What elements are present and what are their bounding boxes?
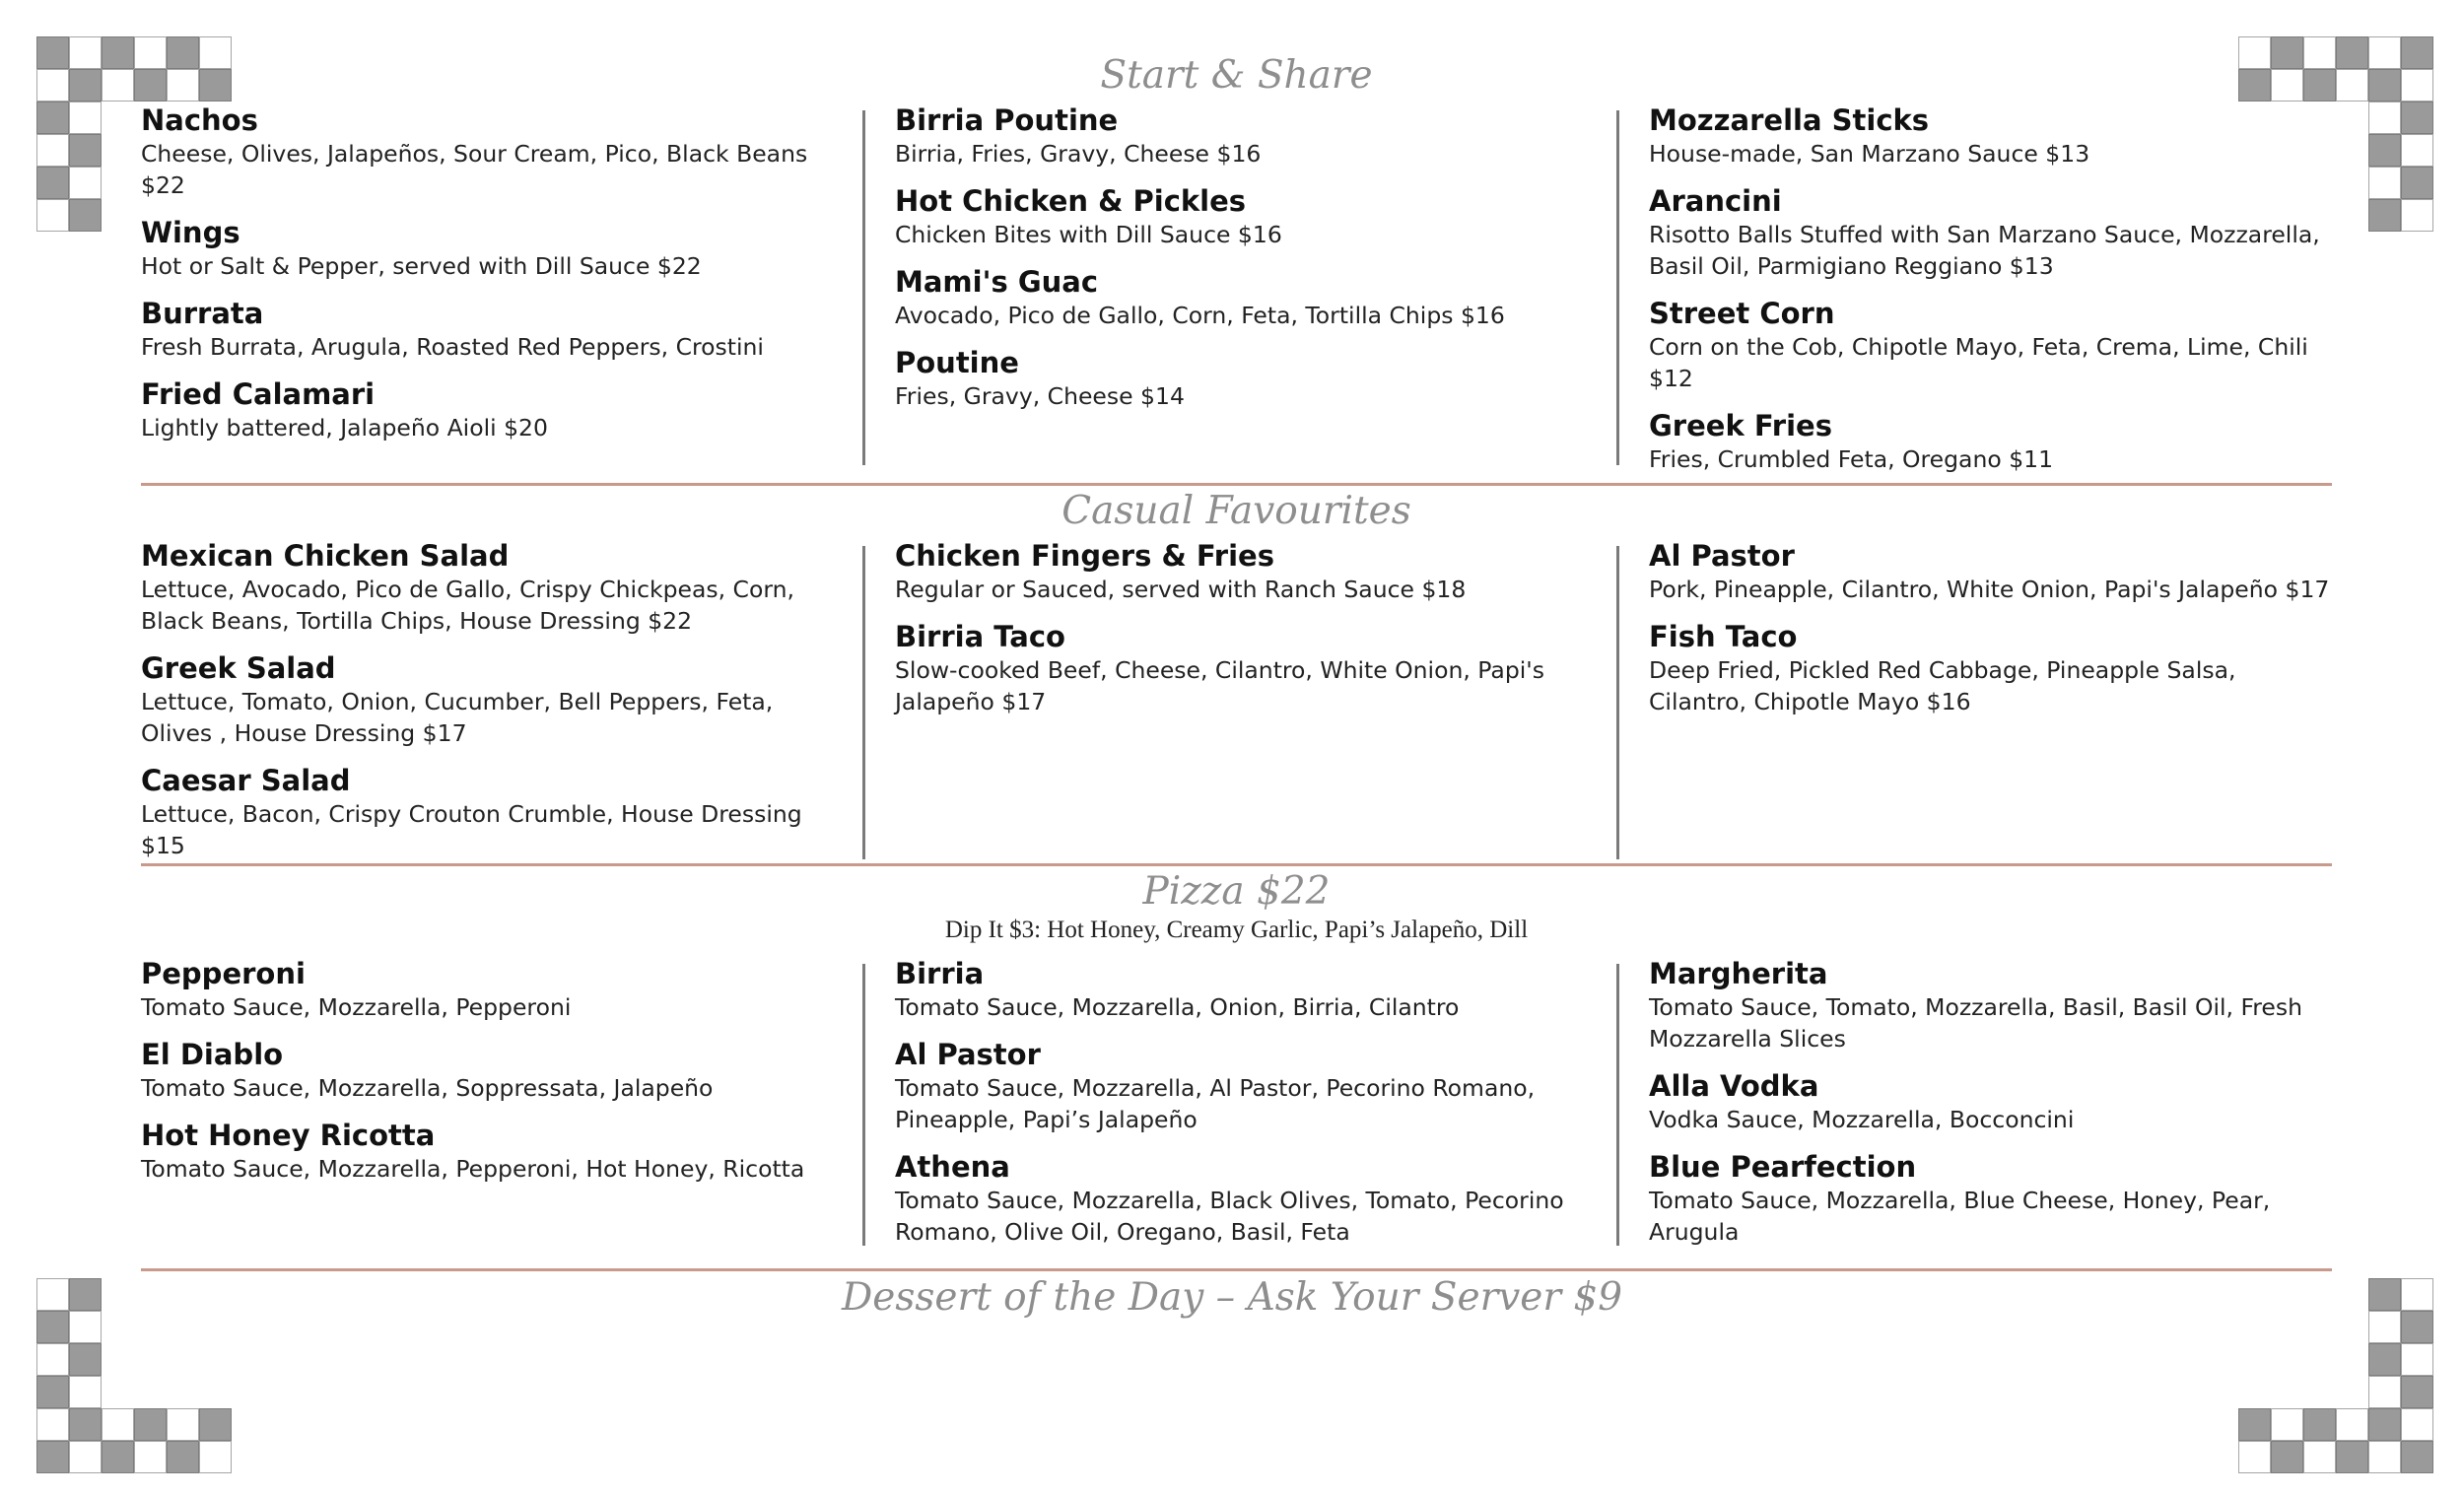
section-title: Start & Share (1100, 53, 1373, 98)
checker-square (36, 134, 69, 167)
menu-item (141, 538, 821, 637)
checker-square (2368, 199, 2401, 232)
item-description: Tomato Sauce, Tomato, Mozzarella, Basil, Basil Oil, Fresh Mozzarella Slices (1649, 993, 2303, 1053)
checker-square (2303, 1441, 2336, 1473)
checker-square (102, 1376, 134, 1408)
menu-item (1649, 102, 2332, 170)
item-description: Tomato Sauce, Mozzarella, Black Olives, Tomato, Pecorino Romano, Olive Oil, Oregano, Basil, Feta (895, 1187, 1564, 1246)
item-description: Tomato Sauce, Mozzarella, Onion, Birria, Cilantro (895, 993, 1460, 1021)
checker-square (2368, 1343, 2401, 1376)
section-start-share (141, 51, 2332, 473)
menu-item (1649, 183, 2332, 282)
checker-square (69, 134, 102, 167)
column-divider (862, 546, 865, 859)
menu-item (141, 763, 821, 861)
item-name: Birria (895, 957, 985, 990)
checker-square (36, 199, 69, 232)
menu-item (895, 956, 1565, 1023)
menu-item (895, 183, 1565, 250)
checker-square (167, 1343, 199, 1376)
item-name: Wings (141, 216, 240, 249)
menu-item (141, 102, 821, 201)
checker-square (167, 1441, 199, 1473)
checker-square (69, 1441, 102, 1473)
checker-square (2368, 69, 2401, 102)
checker-square (36, 1441, 69, 1473)
item-name: Athena (895, 1150, 1010, 1184)
menu-item (1649, 538, 2332, 605)
checker-square (36, 36, 69, 69)
item-name: Caesar Salad (141, 764, 351, 797)
checker-square (134, 1408, 167, 1441)
item-description: Lettuce, Avocado, Pico de Gallo, Crispy Chickpeas, Corn, Black Beans, Tortilla Chips, House Dressing $22 (141, 576, 794, 635)
item-description: Tomato Sauce, Mozzarella, Blue Cheese, Honey, Pear, Arugula (1649, 1187, 2271, 1246)
item-description: Pork, Pineapple, Cilantro, White Onion, Papi's Jalapeño $17 (1649, 576, 2330, 603)
item-name: Blue Pearfection (1649, 1150, 1917, 1184)
checker-square (2368, 102, 2401, 134)
section-title: Casual Favourites (1061, 489, 1411, 533)
item-description: Regular or Sauced, served with Ranch Sauce $18 (895, 576, 1467, 603)
item-name: Margherita (1649, 957, 1828, 990)
checker-square (2336, 199, 2368, 232)
menu-column-2 (895, 102, 1565, 426)
checker-square (2336, 102, 2368, 134)
checker-square (102, 1441, 134, 1473)
menu-item (1649, 619, 2332, 717)
checker-square (2368, 134, 2401, 167)
checker-square (2368, 167, 2401, 199)
checker-square (36, 1408, 69, 1441)
checker-square (36, 167, 69, 199)
menu-item (895, 1037, 1565, 1135)
checker-square (69, 1343, 102, 1376)
item-description: Deep Fried, Pickled Red Cabbage, Pineapple Salsa, Cilantro, Chipotle Mayo $16 (1649, 656, 2236, 715)
checker-square (2303, 1408, 2336, 1441)
item-description: Cheese, Olives, Jalapeños, Sour Cream, Pico, Black Beans $22 (141, 140, 808, 199)
checker-square (2401, 102, 2433, 134)
menu-item (895, 619, 1565, 717)
checker-square (167, 1408, 199, 1441)
checker-square (2368, 1441, 2401, 1473)
checker-square (69, 1376, 102, 1408)
checker-square (2271, 1343, 2303, 1376)
menu-item (895, 264, 1565, 331)
item-description: Vodka Sauce, Mozzarella, Bocconcini (1649, 1106, 2075, 1133)
item-name: Hot Chicken & Pickles (895, 184, 1247, 218)
checker-square (102, 36, 134, 69)
section-divider (141, 863, 2332, 866)
item-description: Lettuce, Bacon, Crispy Crouton Crumble, House Dressing $15 (141, 800, 802, 859)
item-name: Mami's Guac (895, 265, 1099, 299)
checker-square (199, 1376, 232, 1408)
menu-item (141, 1037, 821, 1104)
item-name: Chicken Fingers & Fries (895, 539, 1274, 573)
menu-item (1649, 956, 2332, 1054)
item-description: Tomato Sauce, Mozzarella, Pepperoni (141, 993, 572, 1021)
column-divider (1616, 964, 1619, 1246)
menu-column-2 (895, 538, 1565, 731)
checker-square (36, 1376, 69, 1408)
item-description: Fries, Gravy, Cheese $14 (895, 382, 1185, 410)
item-description: Chicken Bites with Dill Sauce $16 (895, 221, 1282, 248)
menu-item (141, 1118, 821, 1185)
menu-item (895, 538, 1565, 605)
column-divider (862, 964, 865, 1246)
section-pizza (141, 867, 2332, 1261)
checker-square (2271, 1376, 2303, 1408)
checker-square (2401, 167, 2433, 199)
item-description: Slow-cooked Beef, Cheese, Cilantro, White Onion, Papi's Jalapeño $17 (895, 656, 1544, 715)
column-divider (1616, 546, 1619, 859)
checker-square (69, 36, 102, 69)
checker-square (199, 1441, 232, 1473)
item-description: Tomato Sauce, Mozzarella, Pepperoni, Hot Honey, Ricotta (141, 1155, 805, 1183)
checker-square (36, 102, 69, 134)
checker-square (134, 1441, 167, 1473)
checker-square (69, 167, 102, 199)
item-description: Corn on the Cob, Chipotle Mayo, Feta, Crema, Lime, Chili $12 (1649, 333, 2308, 392)
checker-square (2238, 1376, 2271, 1408)
checker-square (36, 1343, 69, 1376)
item-name: El Diablo (141, 1038, 284, 1071)
checker-square (2271, 1408, 2303, 1441)
section-title: Pizza $22 (1142, 869, 1331, 914)
menu-column-1 (141, 102, 821, 457)
checker-square (102, 199, 134, 232)
checker-square (69, 199, 102, 232)
checker-square (2336, 69, 2368, 102)
menu-item (1649, 1068, 2332, 1135)
checker-square (2336, 1408, 2368, 1441)
item-name: Street Corn (1649, 297, 1835, 330)
checker-square (102, 167, 134, 199)
column-divider (862, 110, 865, 465)
menu-column-1 (141, 956, 821, 1198)
section-divider (141, 483, 2332, 486)
checker-square (134, 1343, 167, 1376)
checker-square (2401, 134, 2433, 167)
menu-item (141, 215, 821, 282)
checker-square (102, 1408, 134, 1441)
checker-square (167, 1376, 199, 1408)
item-description: Birria, Fries, Gravy, Cheese $16 (895, 140, 1262, 168)
item-description: Fries, Crumbled Feta, Oregano $11 (1649, 445, 2054, 473)
checker-square (134, 1376, 167, 1408)
item-name: Mozzarella Sticks (1649, 103, 1930, 137)
checker-square (2336, 1441, 2368, 1473)
item-description: Hot or Salt & Pepper, served with Dill Sauce $22 (141, 252, 702, 280)
item-name: Fried Calamari (141, 377, 376, 411)
section-casual-favourites (141, 487, 2332, 861)
checker-square (102, 134, 134, 167)
item-description: Risotto Balls Stuffed with San Marzano Sauce, Mozzarella, Basil Oil, Parmigiano Reggiano $13 (1649, 221, 2320, 280)
checker-square (2303, 1376, 2336, 1408)
item-description: Tomato Sauce, Mozzarella, Soppressata, Jalapeño (141, 1074, 714, 1102)
menu-item (141, 650, 821, 749)
menu-item (895, 345, 1565, 412)
item-description: House-made, San Marzano Sauce $13 (1649, 140, 2090, 168)
checker-square (2401, 199, 2433, 232)
item-name: Alla Vodka (1649, 1069, 1819, 1103)
menu-item (141, 296, 821, 363)
checker-square (2401, 1343, 2433, 1376)
item-name: Birria Poutine (895, 103, 1119, 137)
checker-square (69, 69, 102, 102)
checker-square (2401, 36, 2433, 69)
checker-square (2401, 1376, 2433, 1408)
dessert-line: Dessert of the Day – Ask Your Server $9 (841, 1275, 1623, 1320)
checker-square (2368, 36, 2401, 69)
menu-column-2 (895, 956, 1565, 1261)
item-description: Lettuce, Tomato, Onion, Cucumber, Bell Peppers, Feta, Olives , House Dressing $17 (141, 688, 774, 747)
item-description: Fresh Burrata, Arugula, Roasted Red Peppers, Crostini (141, 333, 764, 361)
menu-item (141, 956, 821, 1023)
checker-square (2238, 1441, 2271, 1473)
checker-square (69, 102, 102, 134)
item-description: Tomato Sauce, Mozzarella, Al Pastor, Pecorino Romano, Pineapple, Papi’s Jalapeño (895, 1074, 1536, 1133)
item-name: Mexican Chicken Salad (141, 539, 510, 573)
checker-square (2238, 1408, 2271, 1441)
menu-item (141, 376, 821, 443)
checker-square (2336, 1343, 2368, 1376)
item-name: Birria Taco (895, 620, 1065, 653)
menu-column-3 (1649, 538, 2332, 731)
item-name: Burrata (141, 297, 264, 330)
menu-item (1649, 296, 2332, 394)
checker-square (2368, 1408, 2401, 1441)
checker-square (102, 102, 134, 134)
checker-square (2336, 167, 2368, 199)
menu-item (895, 102, 1565, 170)
item-description: Lightly battered, Jalapeño Aioli $20 (141, 414, 548, 442)
item-name: Nachos (141, 103, 258, 137)
item-name: Greek Fries (1649, 409, 1832, 442)
checker-square (199, 1408, 232, 1441)
checker-square (2368, 1376, 2401, 1408)
checker-square (2336, 36, 2368, 69)
checker-square (2336, 1376, 2368, 1408)
checker-square (2238, 1343, 2271, 1376)
checker-square (2303, 1343, 2336, 1376)
section-divider (141, 1268, 2332, 1271)
item-name: Arancini (1649, 184, 1782, 218)
item-name: Greek Salad (141, 651, 336, 685)
item-name: Al Pastor (895, 1038, 1041, 1071)
item-name: Hot Honey Ricotta (141, 1119, 436, 1152)
checker-square (2271, 1441, 2303, 1473)
item-name: Al Pastor (1649, 539, 1795, 573)
menu-column-1 (141, 538, 821, 875)
item-description: Avocado, Pico de Gallo, Corn, Feta, Tortilla Chips $16 (895, 302, 1505, 329)
checker-square (2336, 134, 2368, 167)
menu-column-3 (1649, 956, 2332, 1261)
checker-square (2401, 69, 2433, 102)
menu-item (1649, 1149, 2332, 1248)
checker-square (102, 1343, 134, 1376)
checker-square (36, 69, 69, 102)
menu-item (895, 1149, 1565, 1248)
checker-square (199, 1343, 232, 1376)
checker-square (2401, 1408, 2433, 1441)
item-name: Poutine (895, 346, 1019, 379)
checker-square (69, 1408, 102, 1441)
column-divider (1616, 110, 1619, 465)
item-name: Fish Taco (1649, 620, 1798, 653)
dip-note: Dip It $3: Hot Honey, Creamy Garlic, Papi’s Jalapeño, Dill (944, 917, 1529, 943)
menu-item (1649, 408, 2332, 475)
menu-column-3 (1649, 102, 2332, 489)
checker-square (102, 69, 134, 102)
item-name: Pepperoni (141, 957, 306, 990)
checker-square (2401, 1441, 2433, 1473)
